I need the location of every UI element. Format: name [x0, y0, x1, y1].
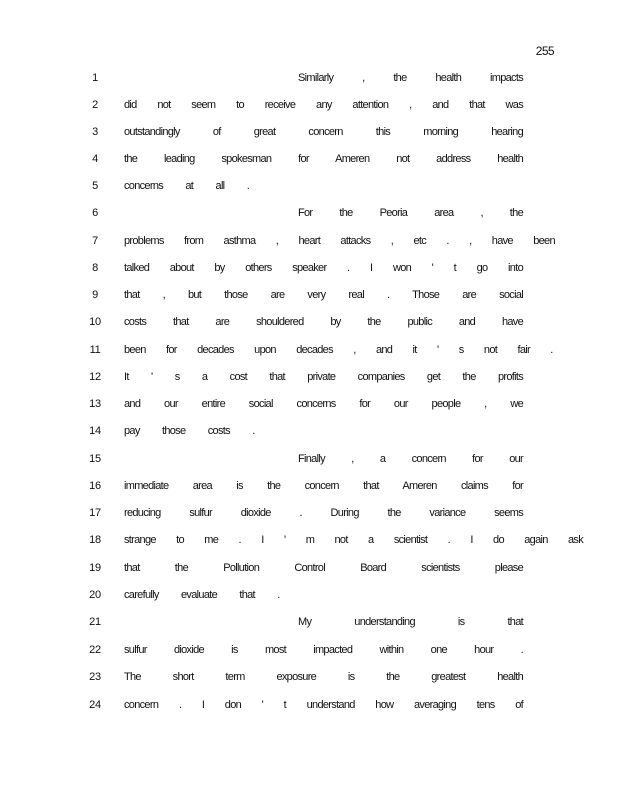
line-number: 15	[89, 453, 101, 465]
line-number: 4	[92, 153, 98, 165]
line-text: costs that are shouldered by the public and have	[124, 316, 523, 328]
page-number: 255	[535, 44, 554, 58]
line-text: Similarly , the health impacts	[298, 72, 523, 84]
line-text: been for decades upon decades , and it ' s not fair .	[124, 344, 553, 356]
line-text: carefully evaluate that .	[124, 589, 280, 601]
transcript-line	[0, 507, 618, 523]
line-number: 11	[89, 344, 101, 356]
transcript-line	[0, 453, 618, 469]
line-number: 8	[92, 262, 98, 274]
transcript-line	[0, 589, 618, 605]
line-text: the leading spokesman for Ameren not address health	[124, 153, 523, 165]
line-text: reducing sulfur dioxide . During the variance seems	[124, 507, 523, 519]
transcript-line	[0, 235, 618, 251]
line-text: problems from asthma , heart attacks , etc . , have been	[124, 235, 555, 247]
line-text: concern . I don ' t understand how averaging tens of	[124, 699, 523, 711]
transcript-line	[0, 126, 618, 142]
line-number: 12	[89, 371, 101, 383]
transcript-line	[0, 207, 618, 223]
transcript-line	[0, 644, 618, 660]
line-number: 10	[89, 316, 101, 328]
line-number: 2	[92, 99, 98, 111]
transcript-line	[0, 480, 618, 496]
line-text: that the Pollution Control Board scientists please	[124, 562, 523, 574]
line-number: 13	[89, 398, 101, 410]
line-number: 21	[89, 616, 101, 628]
transcript-line	[0, 180, 618, 196]
transcript-line	[0, 616, 618, 632]
transcript-line	[0, 671, 618, 687]
line-number: 16	[89, 480, 101, 492]
line-text: talked about by others speaker . I won ' t go into	[124, 262, 523, 274]
transcript-line	[0, 371, 618, 387]
line-text: and our entire social concerns for our people , we	[124, 398, 523, 410]
line-number: 14	[89, 425, 101, 437]
transcript-line	[0, 262, 618, 278]
transcript-line	[0, 344, 618, 360]
line-text: did not seem to receive any attention , and that was	[124, 99, 523, 111]
line-text: immediate area is the concern that Ameren claims for	[124, 480, 523, 492]
line-text: The short term exposure is the greatest health	[124, 671, 523, 683]
line-number: 5	[92, 180, 98, 192]
line-number: 20	[89, 589, 101, 601]
line-text: outstandingly of great concern this morning hearing	[124, 126, 523, 138]
line-text: pay those costs .	[124, 425, 255, 437]
line-text: strange to me . I ' m not a scientist . I do again ask	[124, 534, 584, 546]
transcript-line	[0, 99, 618, 115]
line-number: 1	[92, 72, 98, 84]
transcript-line	[0, 72, 618, 88]
line-number: 9	[92, 289, 98, 301]
transcript-line	[0, 316, 618, 332]
transcript-line	[0, 562, 618, 578]
line-number: 6	[92, 207, 98, 219]
line-text: Finally , a concern for our	[298, 453, 523, 465]
transcript-line	[0, 398, 618, 414]
line-number: 18	[89, 534, 101, 546]
line-number: 7	[92, 235, 98, 247]
line-number: 22	[89, 644, 101, 656]
line-number: 24	[89, 699, 101, 711]
line-text: My understanding is that	[298, 616, 523, 628]
line-number: 3	[92, 126, 98, 138]
line-number: 19	[89, 562, 101, 574]
line-text: concerns at all .	[124, 180, 250, 192]
line-text: For the Peoria area , the	[298, 207, 523, 219]
line-number: 23	[89, 671, 101, 683]
line-text: It ' s a cost that private companies get the profits	[124, 371, 523, 383]
line-text: that , but those are very real . Those are social	[124, 289, 523, 301]
transcript-line	[0, 534, 618, 550]
transcript-line	[0, 425, 618, 441]
transcript-line	[0, 289, 618, 305]
line-text: sulfur dioxide is most impacted within one hour .	[124, 644, 523, 656]
transcript-line	[0, 699, 618, 715]
line-number: 17	[89, 507, 101, 519]
transcript-line	[0, 153, 618, 169]
